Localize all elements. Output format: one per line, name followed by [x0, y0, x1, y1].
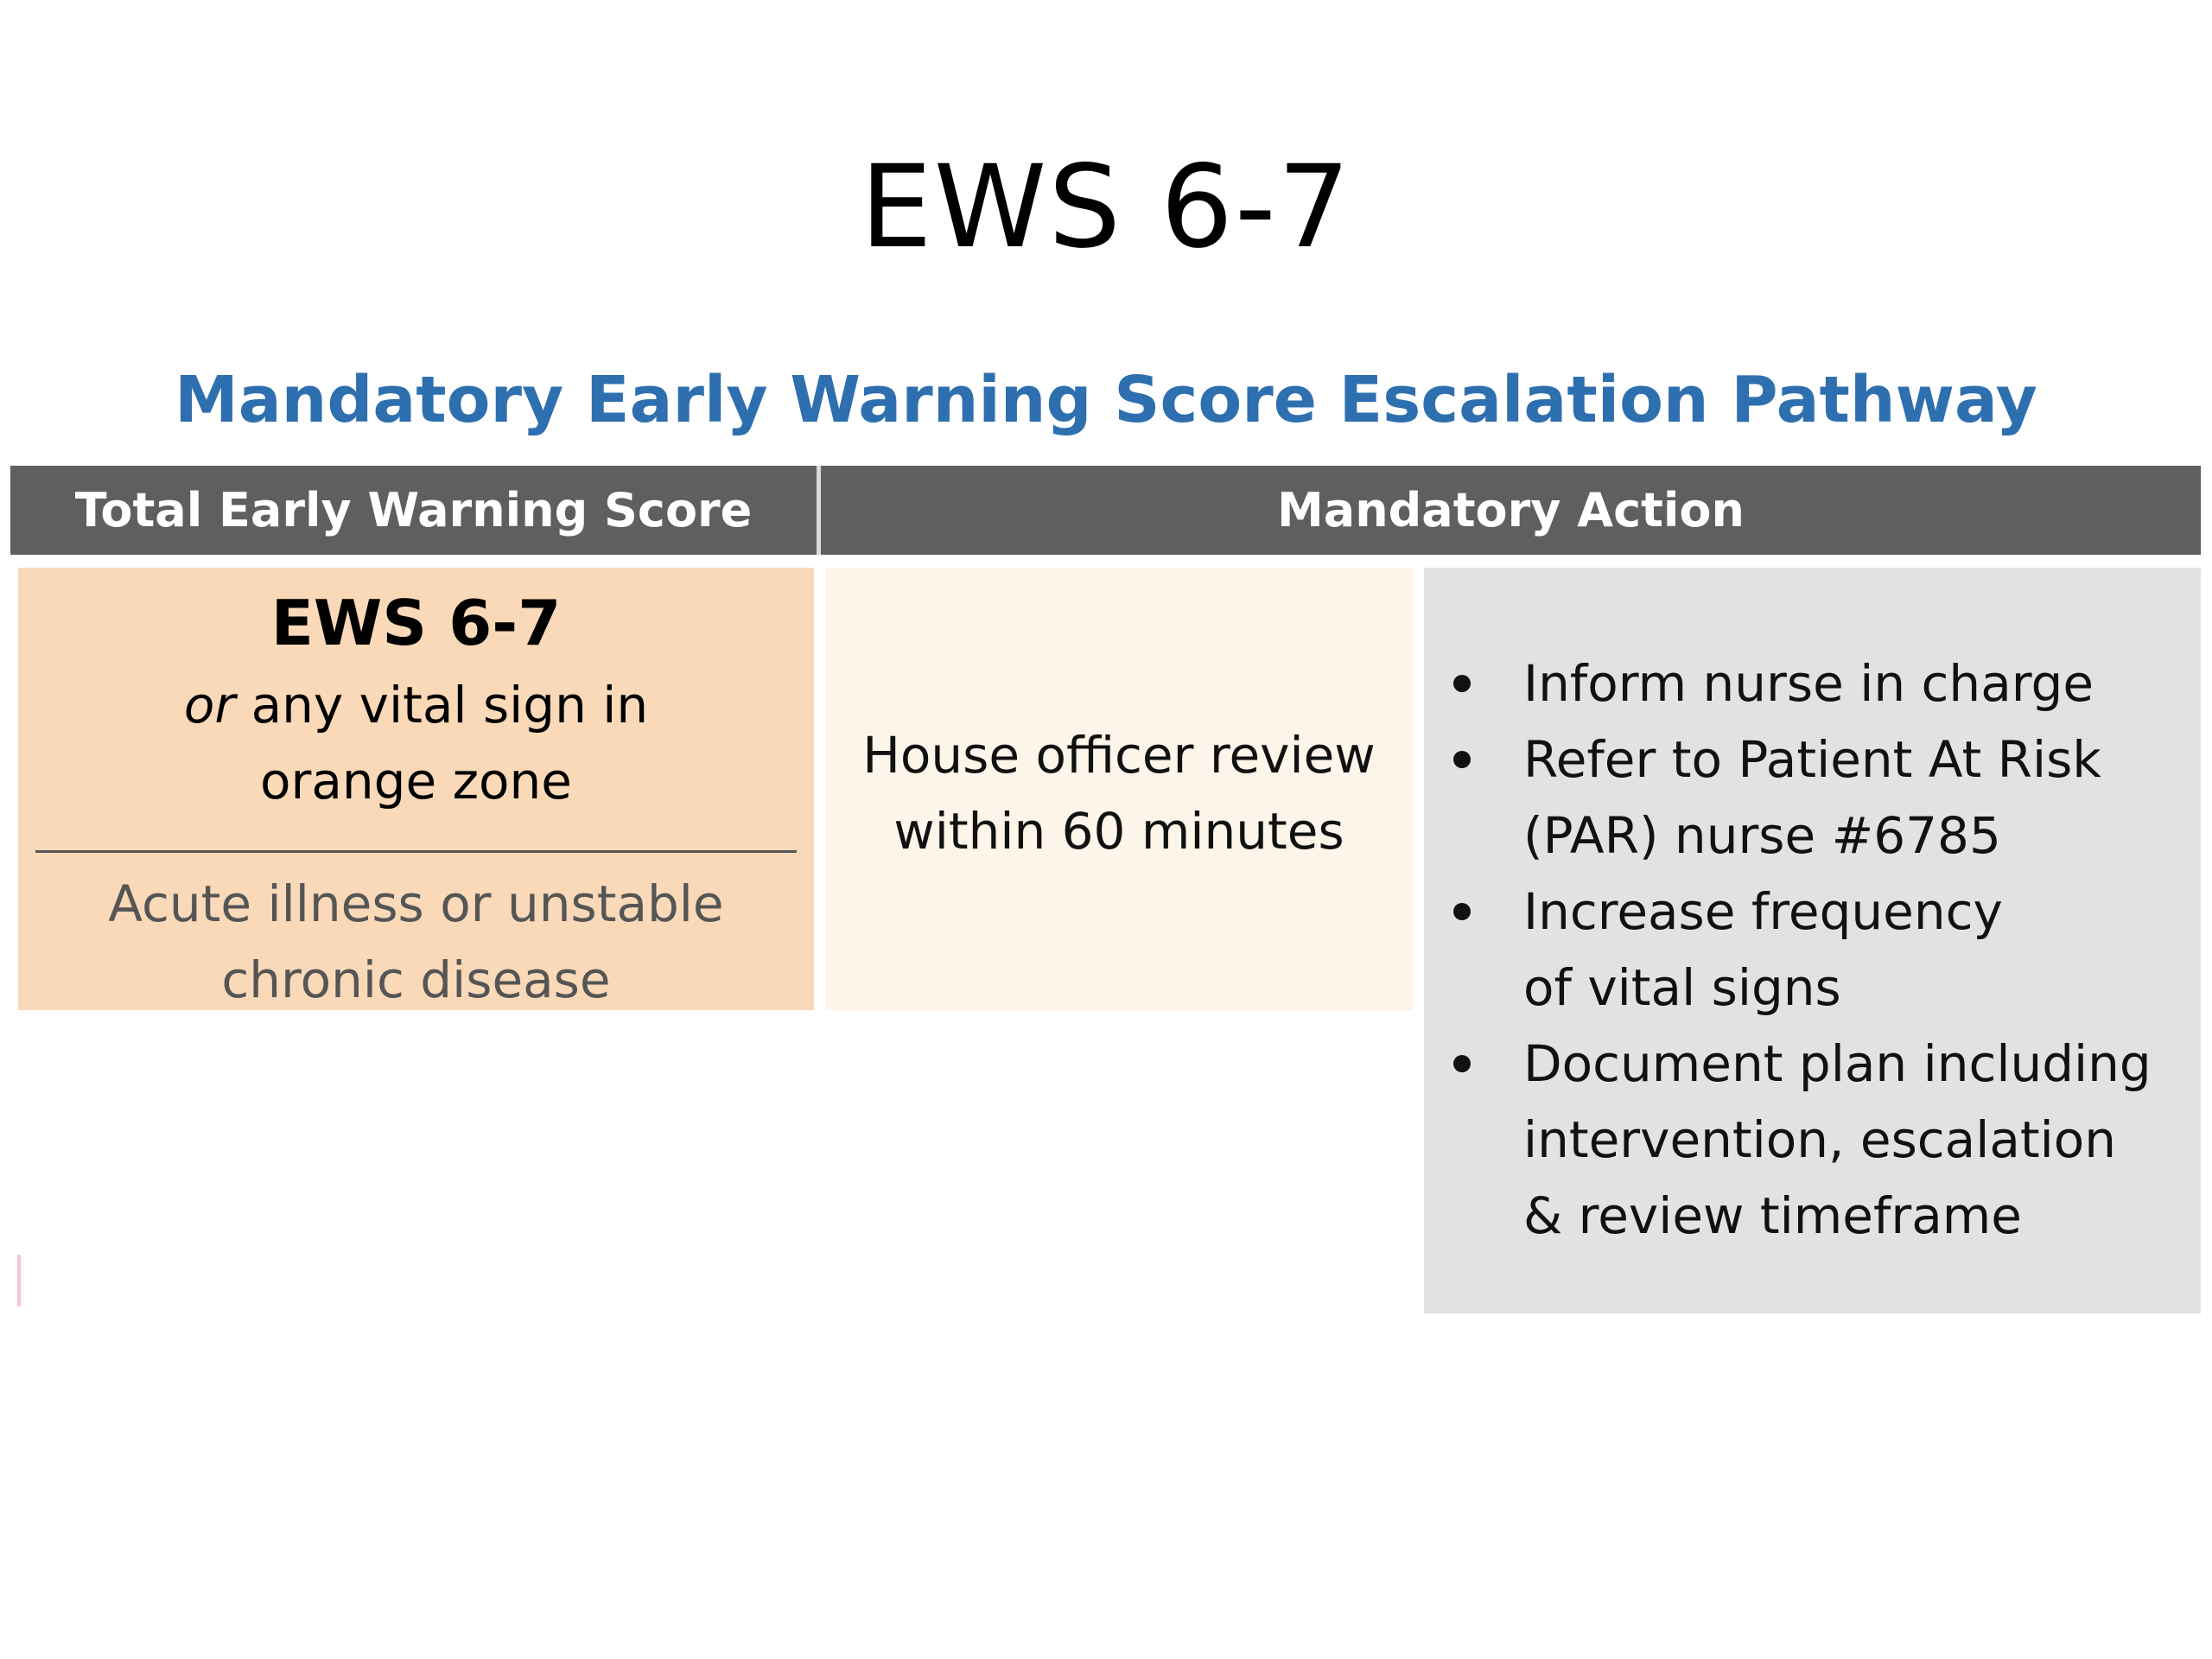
- table-header: [10, 466, 2201, 555]
- action-list: [1424, 645, 2201, 1254]
- action-item-text: of vital signs: [1523, 958, 1841, 1017]
- action-item-text: Document plan including: [1523, 1034, 2152, 1093]
- score-criteria-line2: orange zone: [260, 752, 572, 810]
- action-item-text: Increase frequency: [1523, 882, 2003, 941]
- bullet-icon: [1453, 675, 1471, 692]
- action-item-text: (PAR) nurse #6785: [1523, 806, 2001, 865]
- bullet-icon: [1453, 1055, 1471, 1072]
- action-item: [1424, 645, 2201, 721]
- header-mandatory-action: Mandatory Action: [1277, 483, 1745, 537]
- action-item: [1424, 1026, 2201, 1254]
- action-item-text: Refer to Patient At Risk: [1523, 730, 2101, 789]
- slide-title: EWS 6-7: [860, 141, 1352, 274]
- bullet-icon: [1453, 751, 1471, 768]
- review-cell: [825, 568, 1413, 1010]
- action-item: [1424, 874, 2201, 1026]
- score-note-line1: Acute illness or unstable: [108, 874, 724, 933]
- review-line2: within 60 minutes: [893, 802, 1344, 861]
- score-note-line2: chronic disease: [221, 950, 611, 1009]
- action-item-text: Inform nurse in charge: [1523, 654, 2094, 713]
- action-item: [1424, 721, 2201, 874]
- review-line1: House officer review: [862, 726, 1376, 785]
- score-criteria-rest: any vital sign in: [235, 676, 649, 734]
- score-heading: EWS 6-7: [270, 587, 562, 659]
- decorative-tick: [17, 1255, 21, 1306]
- score-or-text: or: [183, 676, 236, 734]
- action-item-text: intervention, escalation: [1523, 1110, 2116, 1169]
- header-total-score: Total Early Warning Score: [74, 483, 753, 537]
- bullet-icon: [1453, 903, 1471, 920]
- pathway-subtitle: Mandatory Early Warning Score Escalation Pathway: [175, 363, 2037, 437]
- action-cell: [1424, 568, 2201, 1313]
- score-criteria-line1: [18, 667, 814, 743]
- action-item-text: & review timeframe: [1523, 1186, 2022, 1245]
- score-cell: [18, 568, 814, 1010]
- score-divider: [35, 850, 797, 853]
